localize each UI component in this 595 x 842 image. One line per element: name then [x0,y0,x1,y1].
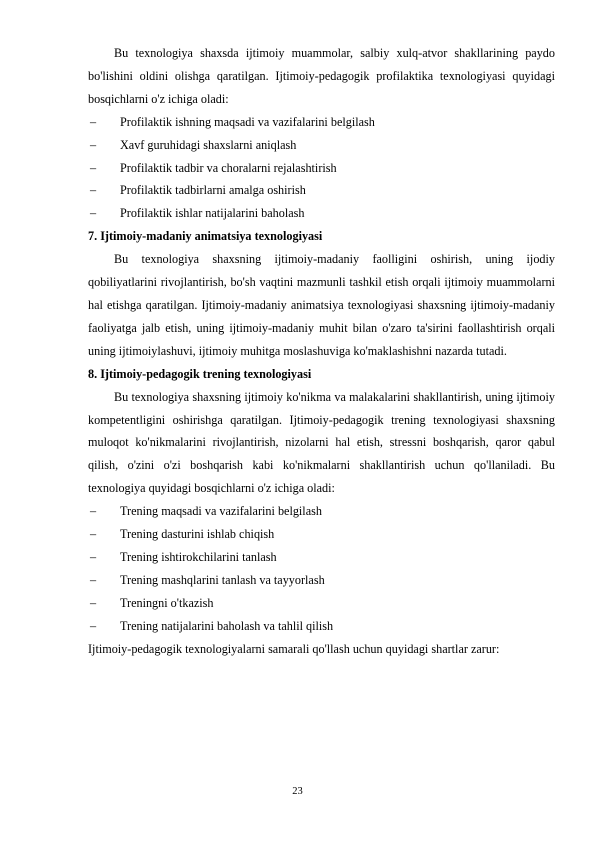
section-heading-7: 7. Ijtimoiy-madaniy animatsiya texnologiyasi [88,229,323,244]
intro-paragraph: Bu texnologiya shaxsda ijtimoiy muammolar, salbiy xulq-atvor shakllarining paydo bo'lishini oldini olishga qaratilgan. Ijtimoiy-pedagogik profilaktika texnologiyasi quyidagi bosqichlarni o'z ichiga oladi: [88,46,555,106]
dash-bullet: – [90,595,97,610]
training-stages-list [88,500,555,637]
dash-bullet: – [90,183,97,198]
dash-bullet: – [90,549,97,564]
list-item: – Trening natijalarini baholash va tahlil qilish [88,615,555,638]
list-item: – Trening ishtirokchilarini tanlash [88,546,555,569]
prevention-stages-list [88,111,555,226]
section-heading-8: 8. Ijtimoiy-pedagogik trening texnologiyasi [88,366,312,381]
list-item: – Xavf guruhidagi shaxslarni aniqlash [88,134,555,157]
list-item: – Profilaktik tadbir va choralarni rejalashtirish [88,157,555,180]
dash-bullet: – [90,114,97,129]
closing-paragraph: Ijtimoiy-pedagogik texnologiyalarni samarali qo'llash uchun quyidagi shartlar zarur: [88,641,500,656]
list-item: – Profilaktik ishning maqsadi va vazifalarini belgilash [88,111,555,134]
dash-bullet: – [90,504,97,519]
list-item: – Treningni o'tkazish [88,592,555,615]
list-item: – Profilaktik tadbirlarni amalga oshirish [88,179,555,202]
list-item: – Trening dasturini ishlab chiqish [88,523,555,546]
list-item: – Trening maqsadi va vazifalarini belgilash [88,500,555,523]
dash-bullet: – [90,206,97,221]
section-8-paragraph: Bu texnologiya shaxsning ijtimoiy ko'nikma va malakalarini shakllantirish, uning ijtimoiy kompetentligini oshirishga qaratilgan. Ijtimoiy-pedagogik trening texnologiyasi shaxsning muloqot ko'nikmalarini rivojlantirish, nizolarni hal etish, stressni boshqarish, qaror qabul qilish, o'zini o'zi boshqarish kabi ko'nikmalarni shakllantirish uchun qo'llaniladi. Bu texnologiya quyidagi bosqichlarni o'z ichiga oladi: [88,389,555,496]
dash-bullet: – [90,572,97,587]
document-page [88,42,555,660]
dash-bullet: – [90,527,97,542]
list-item: – Profilaktik ishlar natijalarini baholash [88,202,555,225]
page-number: 23 [292,786,303,797]
dash-bullet: – [90,160,97,175]
section-7-paragraph: Bu texnologiya shaxsning ijtimoiy-madaniy faolligini oshirish, uning ijodiy qobiliyatlarini rivojlantirish, bo'sh vaqtini mazmunli tashkil etish orqali ijtimoiy muammolarni hal etishga qaratilgan. Ijtimoiy-madaniy animatsiya texnologiyasi shaxsning ijtimoiy-madaniy faoliyatga jalb etish, uning ijtimoiy-madaniy muhit bilan o'zaro ta'sirini faollashtirish orqali uning ijtimoiylashuvi, ijtimoiy muhitga moslashuviga ko'maklashishni nazarda tutadi. [88,252,555,358]
dash-bullet: – [90,137,97,152]
list-item: – Trening mashqlarini tanlash va tayyorlash [88,569,555,592]
dash-bullet: – [90,618,97,633]
